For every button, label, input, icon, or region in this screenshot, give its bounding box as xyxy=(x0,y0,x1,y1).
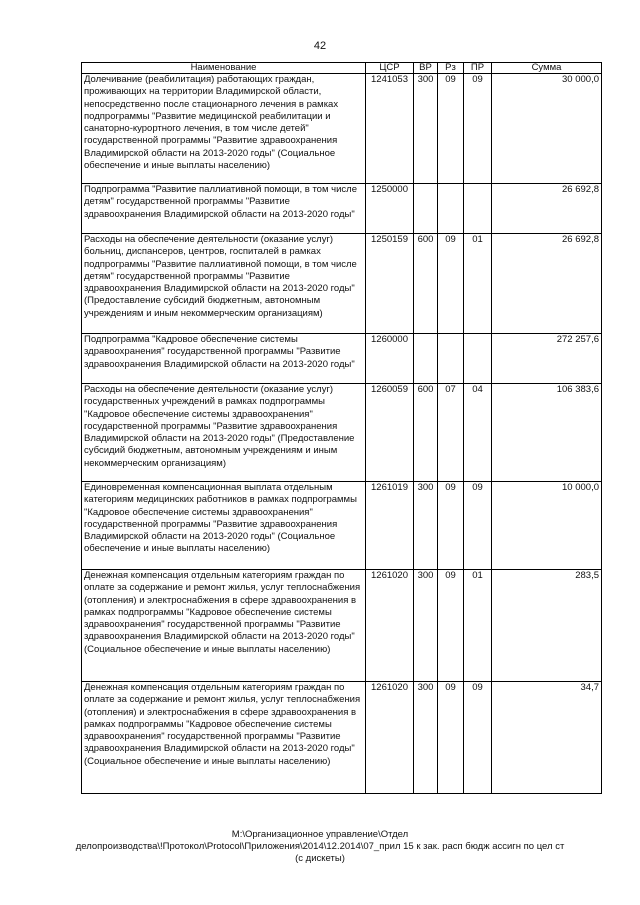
row-rz: 09 xyxy=(438,482,464,570)
row-csr: 1241053 xyxy=(366,74,414,184)
row-rz: 09 xyxy=(438,682,464,794)
row-pr: 01 xyxy=(464,570,492,682)
row-csr: 1250000 xyxy=(366,184,414,234)
table-row xyxy=(82,184,602,234)
table-row xyxy=(82,74,602,184)
row-pr: 09 xyxy=(464,74,492,184)
table-row xyxy=(82,384,602,482)
footer-line-3: (с дискеты) xyxy=(295,853,345,864)
row-csr: 1250159 xyxy=(366,234,414,334)
table-row xyxy=(82,482,602,570)
row-rz: 09 xyxy=(438,570,464,682)
row-name: Единовременная компенсационная выплата отдельным категориям медицинских работников в рамках подпрограммы "Кадровое обеспечение системы здравоохранения" государственной программы "Развитие здравоохранения Владимирской области на 2013-2020 годы" (Социальное обеспечение и иные выплаты населению) xyxy=(82,482,366,570)
table-header-row xyxy=(82,63,602,74)
row-pr: 09 xyxy=(464,482,492,570)
row-name: Расходы на обеспечение деятельности (оказание услуг) государственных учреждений в рамках подпрограммы "Кадровое обеспечение системы здравоохранения" государственной программы "Развитие здравоохранения Владимирской области на 2013-2020 годы" (Предоставление субсидий бюджетным, автономным учреждениям и иным некоммерческим организациям) xyxy=(82,384,366,482)
row-pr xyxy=(464,334,492,384)
row-sum: 26 692,8 xyxy=(492,234,602,334)
row-sum: 283,5 xyxy=(492,570,602,682)
table-row xyxy=(82,682,602,794)
row-rz xyxy=(438,334,464,384)
row-rz: 07 xyxy=(438,384,464,482)
row-vr xyxy=(414,184,438,234)
header-name: Наименование xyxy=(82,63,366,74)
row-sum: 106 383,6 xyxy=(492,384,602,482)
row-rz: 09 xyxy=(438,234,464,334)
row-name: Денежная компенсация отдельным категориям граждан по оплате за содержание и ремонт жилья, услуг теплоснабжения (отопления) и электроснабжения в сфере здравоохранения в рамках подпрограммы "Кадровое обеспечение системы здравоохранения" государственной программы "Развитие здравоохранения Владимирской области на 2013-2020 годы" (Социальное обеспечение и иные выплаты населению) xyxy=(82,570,366,682)
row-pr: 04 xyxy=(464,384,492,482)
header-sum: Сумма xyxy=(492,63,602,74)
row-name: Подпрограмма "Кадровое обеспечение системы здравоохранения" государственной программы "Развитие здравоохранения Владимирской области на 2013-2020 годы" xyxy=(82,334,366,384)
row-pr xyxy=(464,184,492,234)
table-row xyxy=(82,234,602,334)
row-rz xyxy=(438,184,464,234)
table-row xyxy=(82,570,602,682)
page-number: 42 xyxy=(313,40,327,52)
row-rz: 09 xyxy=(438,74,464,184)
row-vr: 300 xyxy=(414,482,438,570)
header-pr: ПР xyxy=(464,63,492,74)
row-name: Расходы на обеспечение деятельности (оказание услуг) больниц, диспансеров, центров, госпиталей в рамках подпрограммы "Развитие паллиативной помощи, в том числе детям" государственной программы "Развитие здравоохранения Владимирской области на 2013-2020 годы" (Предоставление субсидий бюджетным, автономным учреждениям и иным некоммерческим организациям) xyxy=(82,234,366,334)
row-csr: 1260000 xyxy=(366,334,414,384)
row-csr: 1261020 xyxy=(366,570,414,682)
row-csr: 1261020 xyxy=(366,682,414,794)
table-row xyxy=(82,334,602,384)
footer-line-1: М:\Организационное управление\Отдел xyxy=(231,829,409,840)
footer-line-2: делопроизводства\!Протокол\Protocol\Приложения\2014\12.2014\07_прил 15 к зак. расп бюдж ассигн по цел ст xyxy=(75,841,565,852)
row-sum: 30 000,0 xyxy=(492,74,602,184)
row-sum: 272 257,6 xyxy=(492,334,602,384)
file-path-footer xyxy=(0,829,640,865)
row-vr: 300 xyxy=(414,74,438,184)
row-csr: 1260059 xyxy=(366,384,414,482)
header-csr: ЦСР xyxy=(366,63,414,74)
row-pr: 09 xyxy=(464,682,492,794)
header-rz: Рз xyxy=(438,63,464,74)
row-sum: 26 692,8 xyxy=(492,184,602,234)
row-vr xyxy=(414,334,438,384)
row-vr: 600 xyxy=(414,384,438,482)
row-vr: 600 xyxy=(414,234,438,334)
row-name: Денежная компенсация отдельным категориям граждан по оплате за содержание и ремонт жилья, услуг теплоснабжения (отопления) и электроснабжения в сфере здравоохранения в рамках подпрограммы "Кадровое обеспечение системы здравоохранения" государственной программы "Развитие здравоохранения Владимирской области на 2013-2020 годы" (Социальное обеспечение и иные выплаты населению) xyxy=(82,682,366,794)
row-sum: 34,7 xyxy=(492,682,602,794)
row-csr: 1261019 xyxy=(366,482,414,570)
row-vr: 300 xyxy=(414,682,438,794)
row-pr: 01 xyxy=(464,234,492,334)
row-sum: 10 000,0 xyxy=(492,482,602,570)
row-name: Подпрограмма "Развитие паллиативной помощи, в том числе детям" государственной программы "Развитие здравоохранения Владимирской области на 2013-2020 годы" xyxy=(82,184,366,234)
row-vr: 300 xyxy=(414,570,438,682)
header-vr: ВР xyxy=(414,63,438,74)
budget-table xyxy=(81,62,602,794)
row-name: Долечивание (реабилитация) работающих граждан, проживающих на территории Владимирской области, непосредственно после стационарного лечения в рамках подпрограммы "Развитие медицинской реабилитации и санаторно-курортного лечения, в том числе детей" государственной программы "Развитие здравоохранения Владимирской области на 2013-2020 годы" (Социальное обеспечение и иные выплаты населению) xyxy=(82,74,366,184)
